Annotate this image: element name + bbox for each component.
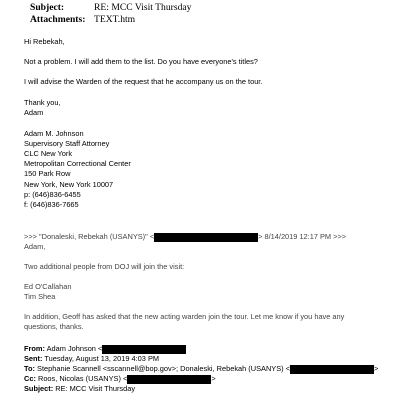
- original-sent-value: Tuesday, August 13, 2019 4:03 PM: [44, 354, 160, 363]
- original-sent-label: Sent:: [24, 354, 43, 363]
- redaction-bar: [102, 345, 186, 354]
- attachments-value: TEXT.htm: [94, 14, 136, 25]
- original-cc-label: Cc:: [24, 374, 36, 383]
- subject-row: [30, 2, 191, 13]
- original-to-label: To:: [24, 364, 35, 373]
- original-cc-value: Roos, Nicolas (USANYS) <: [37, 374, 128, 383]
- original-subject-label: Subject:: [24, 384, 54, 393]
- original-to-row: [24, 364, 378, 374]
- signature-office: CLC New York: [24, 149, 73, 158]
- reply-paragraph-2: I will advise the Warden of the request that he accompany us on the tour.: [24, 77, 263, 86]
- quoted-person-1: Ed O'Callahan: [24, 282, 72, 291]
- attachments-label: Attachments:: [30, 14, 86, 25]
- quoted-person-2: Tim Shea: [24, 292, 56, 301]
- original-cc-end: >: [211, 374, 216, 383]
- quoted-paragraph-1: Two additional people from DOJ will join the visit:: [24, 262, 185, 271]
- reply-closing-2: Adam: [24, 108, 44, 117]
- quoted-paragraph-2a: In addition, Geoff has asked that the new acting warden join the tour. Let me know if you have any: [24, 312, 345, 321]
- quoted-prefix: >>> "Donaleski, Rebekah (USANYS)" <: [24, 232, 155, 241]
- redaction-bar: [290, 365, 374, 374]
- signature-name: Adam M. Johnson: [24, 129, 84, 138]
- redaction-bar: [127, 375, 211, 384]
- original-sent-row: [24, 354, 159, 363]
- reply-closing-1: Thank you,: [24, 98, 61, 107]
- original-from-row: [24, 344, 186, 354]
- signature-street: 150 Park Row: [24, 169, 71, 178]
- signature-org: Metropolitan Correctional Center: [24, 159, 131, 168]
- subject-value: RE: MCC Visit Thursday: [94, 2, 192, 13]
- redaction-bar: [154, 233, 258, 242]
- subject-label: Subject:: [30, 2, 65, 13]
- original-subject-value: RE: MCC Visit Thursday: [55, 384, 136, 393]
- signature-fax: f: (646)836-7665: [24, 200, 79, 209]
- original-from-value: Adam Johnson <: [46, 344, 103, 353]
- attachments-row: [30, 14, 135, 25]
- reply-greeting: Hi Rebekah,: [24, 37, 65, 46]
- signature-city: New York, New York 10007: [24, 180, 114, 189]
- quoted-header: [24, 232, 346, 242]
- quoted-paragraph-2b: questions, thanks.: [24, 322, 84, 331]
- original-cc-row: [24, 374, 216, 384]
- original-to-end: >: [374, 364, 379, 373]
- signature-phone: p: (646)836-6455: [24, 190, 81, 199]
- original-to-value: Stephanie Scannell <sscannell@bop.gov>; Donaleski, Rebekah (USANYS) <: [37, 364, 290, 373]
- quoted-suffix: > 8/14/2019 12:17 PM >>>: [258, 232, 347, 241]
- signature-title: Supervisory Staff Attorney: [24, 139, 110, 148]
- original-subject-row: [24, 384, 135, 393]
- reply-paragraph-1: Not a problem. I will add them to the list. Do you have everyone's titles?: [24, 57, 258, 66]
- original-from-label: From:: [24, 344, 45, 353]
- quoted-greeting: Adam,: [24, 242, 46, 251]
